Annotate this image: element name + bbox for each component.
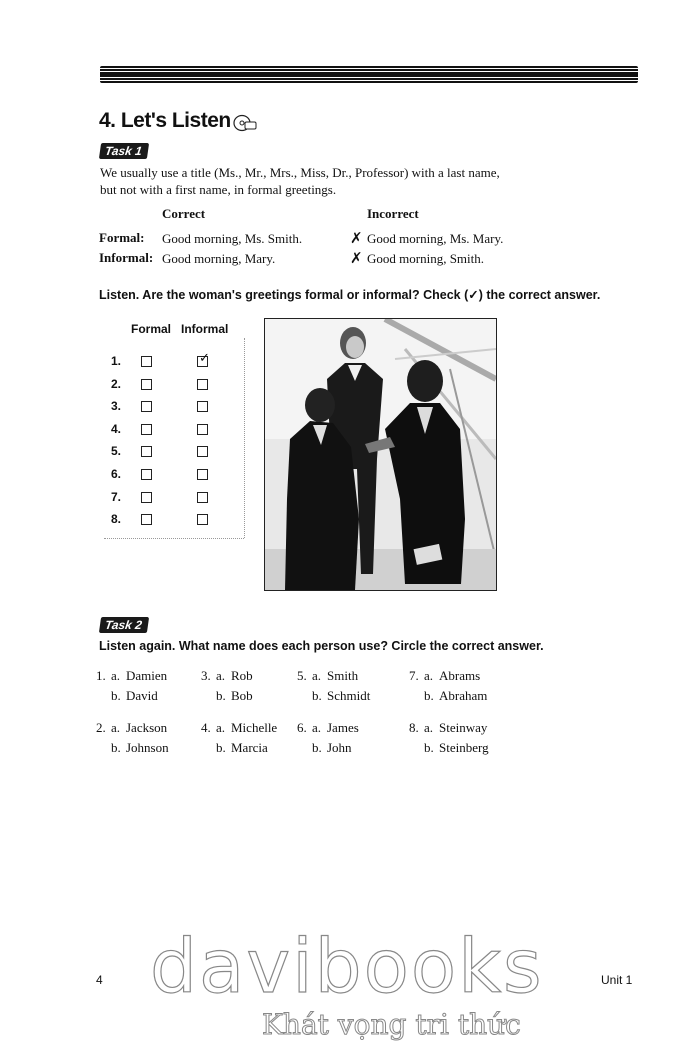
choice-a[interactable]: Jackson: [126, 720, 168, 735]
formal-label: Formal:: [99, 230, 145, 245]
choice-a[interactable]: James: [327, 720, 359, 735]
option-label-a: a.: [111, 720, 121, 735]
option-label-a: a.: [312, 668, 322, 683]
informal-checkbox[interactable]: [197, 401, 208, 412]
option-label-a: a.: [216, 720, 226, 735]
formal-checkbox[interactable]: [141, 356, 152, 367]
formal-checkbox[interactable]: [141, 446, 152, 457]
choice-a[interactable]: Rob: [231, 668, 253, 683]
watermark-tagline: Khát vọng tri thức: [262, 1008, 521, 1041]
option-label-a: a.: [111, 668, 121, 683]
choice-a[interactable]: Damien: [126, 668, 168, 683]
business-greeting-photo: [264, 318, 497, 591]
option-label-b: b.: [312, 740, 322, 755]
formal-checkbox[interactable]: [141, 401, 152, 412]
item-number: 4.: [111, 422, 122, 436]
page-number: 4: [96, 973, 103, 987]
option-label-b: b.: [424, 740, 434, 755]
incorrect-x-icon: ✗: [350, 249, 363, 267]
choice-b[interactable]: John: [327, 740, 352, 755]
formal-checkbox[interactable]: [141, 469, 152, 480]
choice-b[interactable]: Johnson: [126, 740, 169, 755]
column-incorrect: Incorrect: [367, 206, 419, 221]
header-informal: Informal: [181, 322, 229, 336]
option-label-b: b.: [111, 740, 121, 755]
choice-b[interactable]: Bob: [231, 688, 253, 703]
option-label-a: a.: [424, 668, 434, 683]
task1-intro-line1: We usually use a title (Ms., Mr., Mrs., Miss, Dr., Professor) with a last name,: [100, 165, 500, 180]
item-number: 5.: [111, 444, 122, 458]
question-number: 6.: [297, 720, 307, 735]
question-number: 7.: [409, 668, 419, 683]
section-title: 4. Let's Listen: [99, 109, 231, 132]
informal-checkbox[interactable]: [197, 351, 210, 367]
option-label-a: a.: [424, 720, 434, 735]
formal-checkbox[interactable]: [141, 379, 152, 390]
informal-checkbox[interactable]: [197, 469, 208, 480]
unit-label: Unit 1: [601, 973, 633, 987]
question-number: 2.: [96, 720, 106, 735]
item-number: 2.: [111, 377, 122, 391]
informal-checkbox[interactable]: [197, 424, 208, 435]
informal-checkbox[interactable]: [197, 492, 208, 503]
formal-checkbox[interactable]: [141, 424, 152, 435]
formal-checkbox[interactable]: [141, 514, 152, 525]
task1-instruction: Listen. Are the woman's greetings formal or informal? Check (✓) the correct answer.: [99, 288, 601, 302]
watermark-logo: davibooks: [150, 924, 544, 1010]
item-number: 6.: [111, 467, 122, 481]
informal-checkbox[interactable]: [197, 446, 208, 457]
option-label-b: b.: [312, 688, 322, 703]
question-number: 3.: [201, 668, 211, 683]
choice-b[interactable]: Marcia: [231, 740, 268, 755]
option-label-a: a.: [312, 720, 322, 735]
table-divider: [104, 538, 244, 539]
choice-a[interactable]: Abrams: [439, 668, 481, 683]
task2-tag: Task 2: [100, 616, 148, 634]
formal-correct-example: Good morning, Ms. Smith.: [162, 231, 303, 246]
item-number: 3.: [111, 399, 122, 413]
formal-incorrect-example: Good morning, Ms. Mary.: [367, 231, 504, 246]
question-number: 8.: [409, 720, 419, 735]
check-mark-icon: ✓: [199, 351, 210, 366]
option-label-b: b.: [216, 740, 226, 755]
choice-a[interactable]: Smith: [327, 668, 359, 683]
informal-label: Informal:: [99, 250, 154, 265]
task1-tag: Task 1: [100, 142, 148, 160]
task1-intro-line2: but not with a first name, in formal greetings.: [100, 182, 337, 197]
item-number: 8.: [111, 512, 122, 526]
question-number: 1.: [96, 668, 106, 683]
option-label-b: b.: [216, 688, 226, 703]
option-label-b: b.: [111, 688, 121, 703]
item-number: 1.: [111, 354, 122, 368]
choice-b[interactable]: Steinberg: [439, 740, 489, 755]
choice-b[interactable]: Abraham: [439, 688, 488, 703]
choice-a[interactable]: Steinway: [439, 720, 488, 735]
audio-cd-icon: [233, 114, 257, 132]
question-number: 5.: [297, 668, 307, 683]
informal-checkbox[interactable]: [197, 514, 208, 525]
column-correct: Correct: [162, 206, 206, 221]
informal-incorrect-example: Good morning, Smith.: [367, 251, 485, 266]
choice-b[interactable]: Schmidt: [327, 688, 371, 703]
formal-checkbox[interactable]: [141, 492, 152, 503]
incorrect-x-icon: ✗: [350, 229, 363, 247]
informal-correct-example: Good morning, Mary.: [162, 251, 276, 266]
item-number: 7.: [111, 490, 122, 504]
question-number: 4.: [201, 720, 211, 735]
header-band: [100, 66, 638, 83]
choice-b[interactable]: David: [126, 688, 158, 703]
task2-instruction: Listen again. What name does each person use? Circle the correct answer.: [99, 639, 544, 653]
table-divider: [244, 338, 245, 538]
informal-checkbox[interactable]: [197, 379, 208, 390]
option-label-b: b.: [424, 688, 434, 703]
choice-a[interactable]: Michelle: [231, 720, 278, 735]
header-formal: Formal: [131, 322, 172, 336]
option-label-a: a.: [216, 668, 226, 683]
